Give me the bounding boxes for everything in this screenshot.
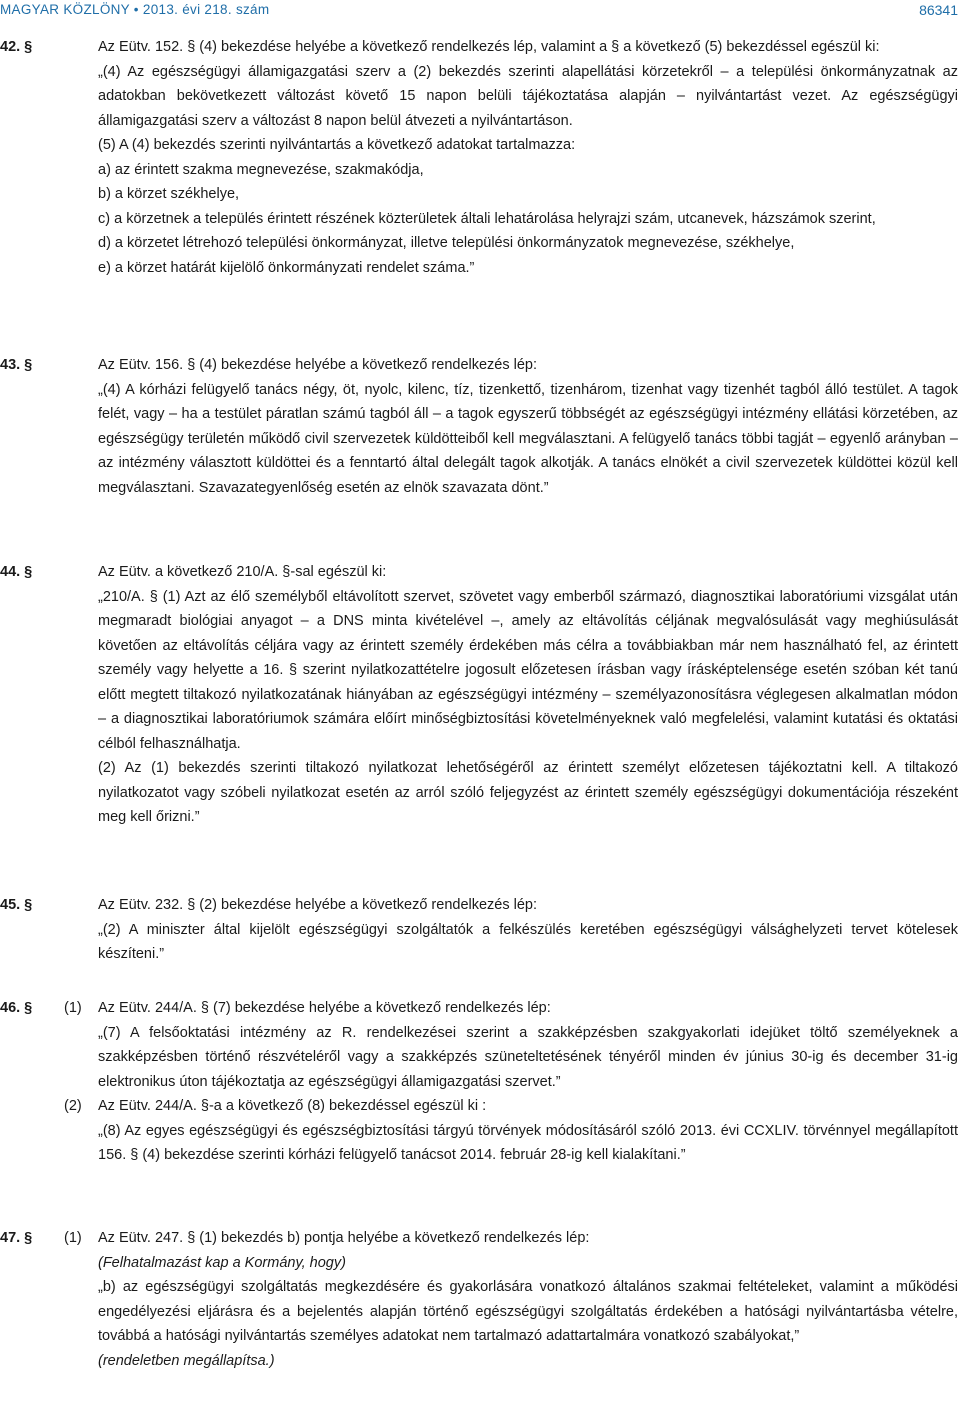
- paragraph: „b) az egészségügyi szolgáltatás megkezdésére és gyakorlására vonatkozó általános szakmai feltételeket, valamint a működési engedélyezési eljárásra és a bejelentés alapján történő egészségügyi szolgáltatás érdekében a hatósági nyilvántartásba vételre, továbbá a hatósági nyilvántartás személyes adatokat nem tartalmazó adattartalmára vonatkozó szabályokat,”: [98, 1279, 958, 1344]
- paragraph: (Felhatalmazást kap a Kormány, hogy): [98, 1254, 346, 1271]
- paragraph: Az Eütv. 156. § (4) bekezdése helyébe a következő rendelkezés lép:: [98, 357, 538, 373]
- section-number: 47. §: [0, 1230, 33, 1246]
- section-body: [98, 1226, 958, 1373]
- paragraph: Az Eütv. 244/A. §-a a következő (8) bekezdéssel egészül ki :: [98, 1098, 487, 1114]
- section-number: 44. §: [0, 564, 33, 580]
- section-number: 43. §: [0, 357, 33, 373]
- list-item: d) a körzetet létrehozó települési önkormányzat, illetve települési önkormányzatok megnevezése, székhelye,: [98, 235, 795, 251]
- running-head: [0, 2, 269, 17]
- paragraph: (rendeletben megállapítsa.): [98, 1352, 275, 1369]
- paragraph: „(8) Az egyes egészségügyi és egészségbiztosítási tárgyú törvények módosításáról szóló 2013. évi CCXLIV. törvénnyel megállapított 156. § (4) bekezdése szerinti kórházi felügyelő tanácsot 2014. február 28-ig kell kialakítani.”: [98, 1122, 958, 1163]
- section-body: [98, 353, 958, 500]
- paragraph: „210/A. § (1) Azt az élő személyből eltávolított szervet, szövetet vagy emberből származó, diagnosztikai laboratóriumi vizsgálat után megmaradt biológiai anyagot – a DNS minta kivételével –, amely az eltávolítás céljának megvalósulását vagy meghiúsulását követően az eltávolítás céljára vagy az érintett személy érdekében más célra a továbbiakban már nem használható fel, az érintett személy vagy helyette a 16. § szerint nyilatkozattételre jogosult előzetesen írásban vagy írásképtelensége esetén szóban két tanú előtt megtett tiltakozó nyilatkozatának hiányában az egészségügyi intézmény – személyazonosításra véglegesen alkalmatlan módon – a diagnosztikai laboratóriumok számára előírt minőségbiztosítási követelményeknek való megfelelési, valamint kutatási és oktatási célból felhasználhatja.: [98, 588, 958, 752]
- subsection-number: (1): [64, 1230, 82, 1246]
- section-body: [98, 560, 958, 830]
- section-body: [98, 996, 958, 1094]
- section-body: [98, 893, 958, 967]
- list-item: e) a körzet határát kijelölő önkormányzati rendelet száma.”: [98, 259, 475, 276]
- subsection-number: (1): [64, 1000, 82, 1016]
- subsection-number: (2): [64, 1098, 82, 1114]
- paragraph: „(4) A kórházi felügyelő tanács négy, öt, nyolc, kilenc, tíz, tizenkettő, tizenhárom, tizenhat vagy tizenhét tagból álló testület. A tagok felét, vagy – ha a testület páratlan számú tagból áll – a tagok egyszerű többségét az egészségügyi intézmény ellátási körzetében, az egészségügy területén működő civil szervezetek küldötteiből kell megválasztani. A felügyelő tanács többi tagját – egyenlő arányban – az intézmény választott küldöttei és a fenntartó által delegált tagok alkotják. A tanács elnökét a civil szervezetek küldöttei közül kell megválasztani. Szavazategyenlőség esetén az elnök szavazata dönt.”: [98, 381, 958, 496]
- paragraph: (2) Az (1) bekezdés szerinti tiltakozó nyilatkozat lehetőségéről az érintett személyt előzetesen tájékoztatni kell. A tiltakozó nyilatkozatot vagy szóbeli nyilatkozat esetén az arról szóló feljegyzést az érintett személy egészségügyi dokumentációja részeként meg kell őrizni.”: [98, 760, 958, 825]
- paragraph: „(2) A miniszter által kijelölt egészségügyi szolgáltatók a felkészülés keretében egészségügyi válsághelyzeti tervet kötelesek készíteni.”: [98, 921, 958, 962]
- list-item: c) a körzetnek a település érintett részének közterületek általi lehatárolása helyrajzi szám, utcanevek, házszámok szerint,: [98, 210, 876, 227]
- header-bullet: •: [133, 2, 139, 17]
- quoted-text: [98, 60, 958, 281]
- page-number: 86341: [919, 2, 958, 18]
- section-number: 46. §: [0, 1000, 33, 1016]
- paragraph: Az Eütv. a következő 210/A. §-sal egészül ki:: [98, 564, 387, 580]
- paragraph: Az Eütv. 232. § (2) bekezdése helyébe a következő rendelkezés lép:: [98, 897, 538, 913]
- section-body: [98, 35, 958, 60]
- paragraph: Az Eütv. 152. § (4) bekezdése helyébe a következő rendelkezés lép, valamint a § a következő (5) bekezdéssel egészül ki:: [98, 39, 880, 55]
- paragraph: „(4) Az egészségügyi államigazgatási szerv a (2) bekezdés szerinti alapellátási körzetekről – a települési önkormányzatnak az adatokban bekövetkezett változást követő 15 napon belüli tájékoztatása alapján – nyilvántartást vezet. Az egészségügyi államigazgatási szerv a változást 8 napon belül átvezeti a nyilvántartáson.: [98, 63, 958, 129]
- section-body: [98, 1094, 958, 1168]
- paragraph: (5) A (4) bekezdés szerinti nyilvántartás a következő adatokat tartalmazza:: [98, 137, 576, 153]
- page-header: [0, 0, 960, 22]
- paragraph: Az Eütv. 247. § (1) bekezdés b) pontja helyébe a következő rendelkezés lép:: [98, 1230, 590, 1246]
- list-item: b) a körzet székhelye,: [98, 186, 240, 202]
- list-item: a) az érintett szakma megnevezése, szakmakódja,: [98, 161, 424, 178]
- section-number: 42. §: [0, 39, 33, 55]
- section-number: 45. §: [0, 897, 33, 913]
- paragraph: Az Eütv. 244/A. § (7) bekezdése helyébe a következő rendelkezés lép:: [98, 1000, 551, 1016]
- paragraph: „(7) A felsőoktatási intézmény az R. rendelkezései szerint a szakképzésben szakgyakorlati idejüket töltő személyeknek a szakképzésben történő részvételéről vagy a szakképzés szüneteltetésének tényéről minden év június 30-ig és december 31-ig elektronikus úton tájékoztatja az egészségügyi államigazgatási szervet.”: [98, 1024, 958, 1090]
- issue-number: 2013. évi 218. szám: [142, 2, 270, 17]
- journal-title: MAGYAR KÖZLÖNY: [0, 2, 130, 17]
